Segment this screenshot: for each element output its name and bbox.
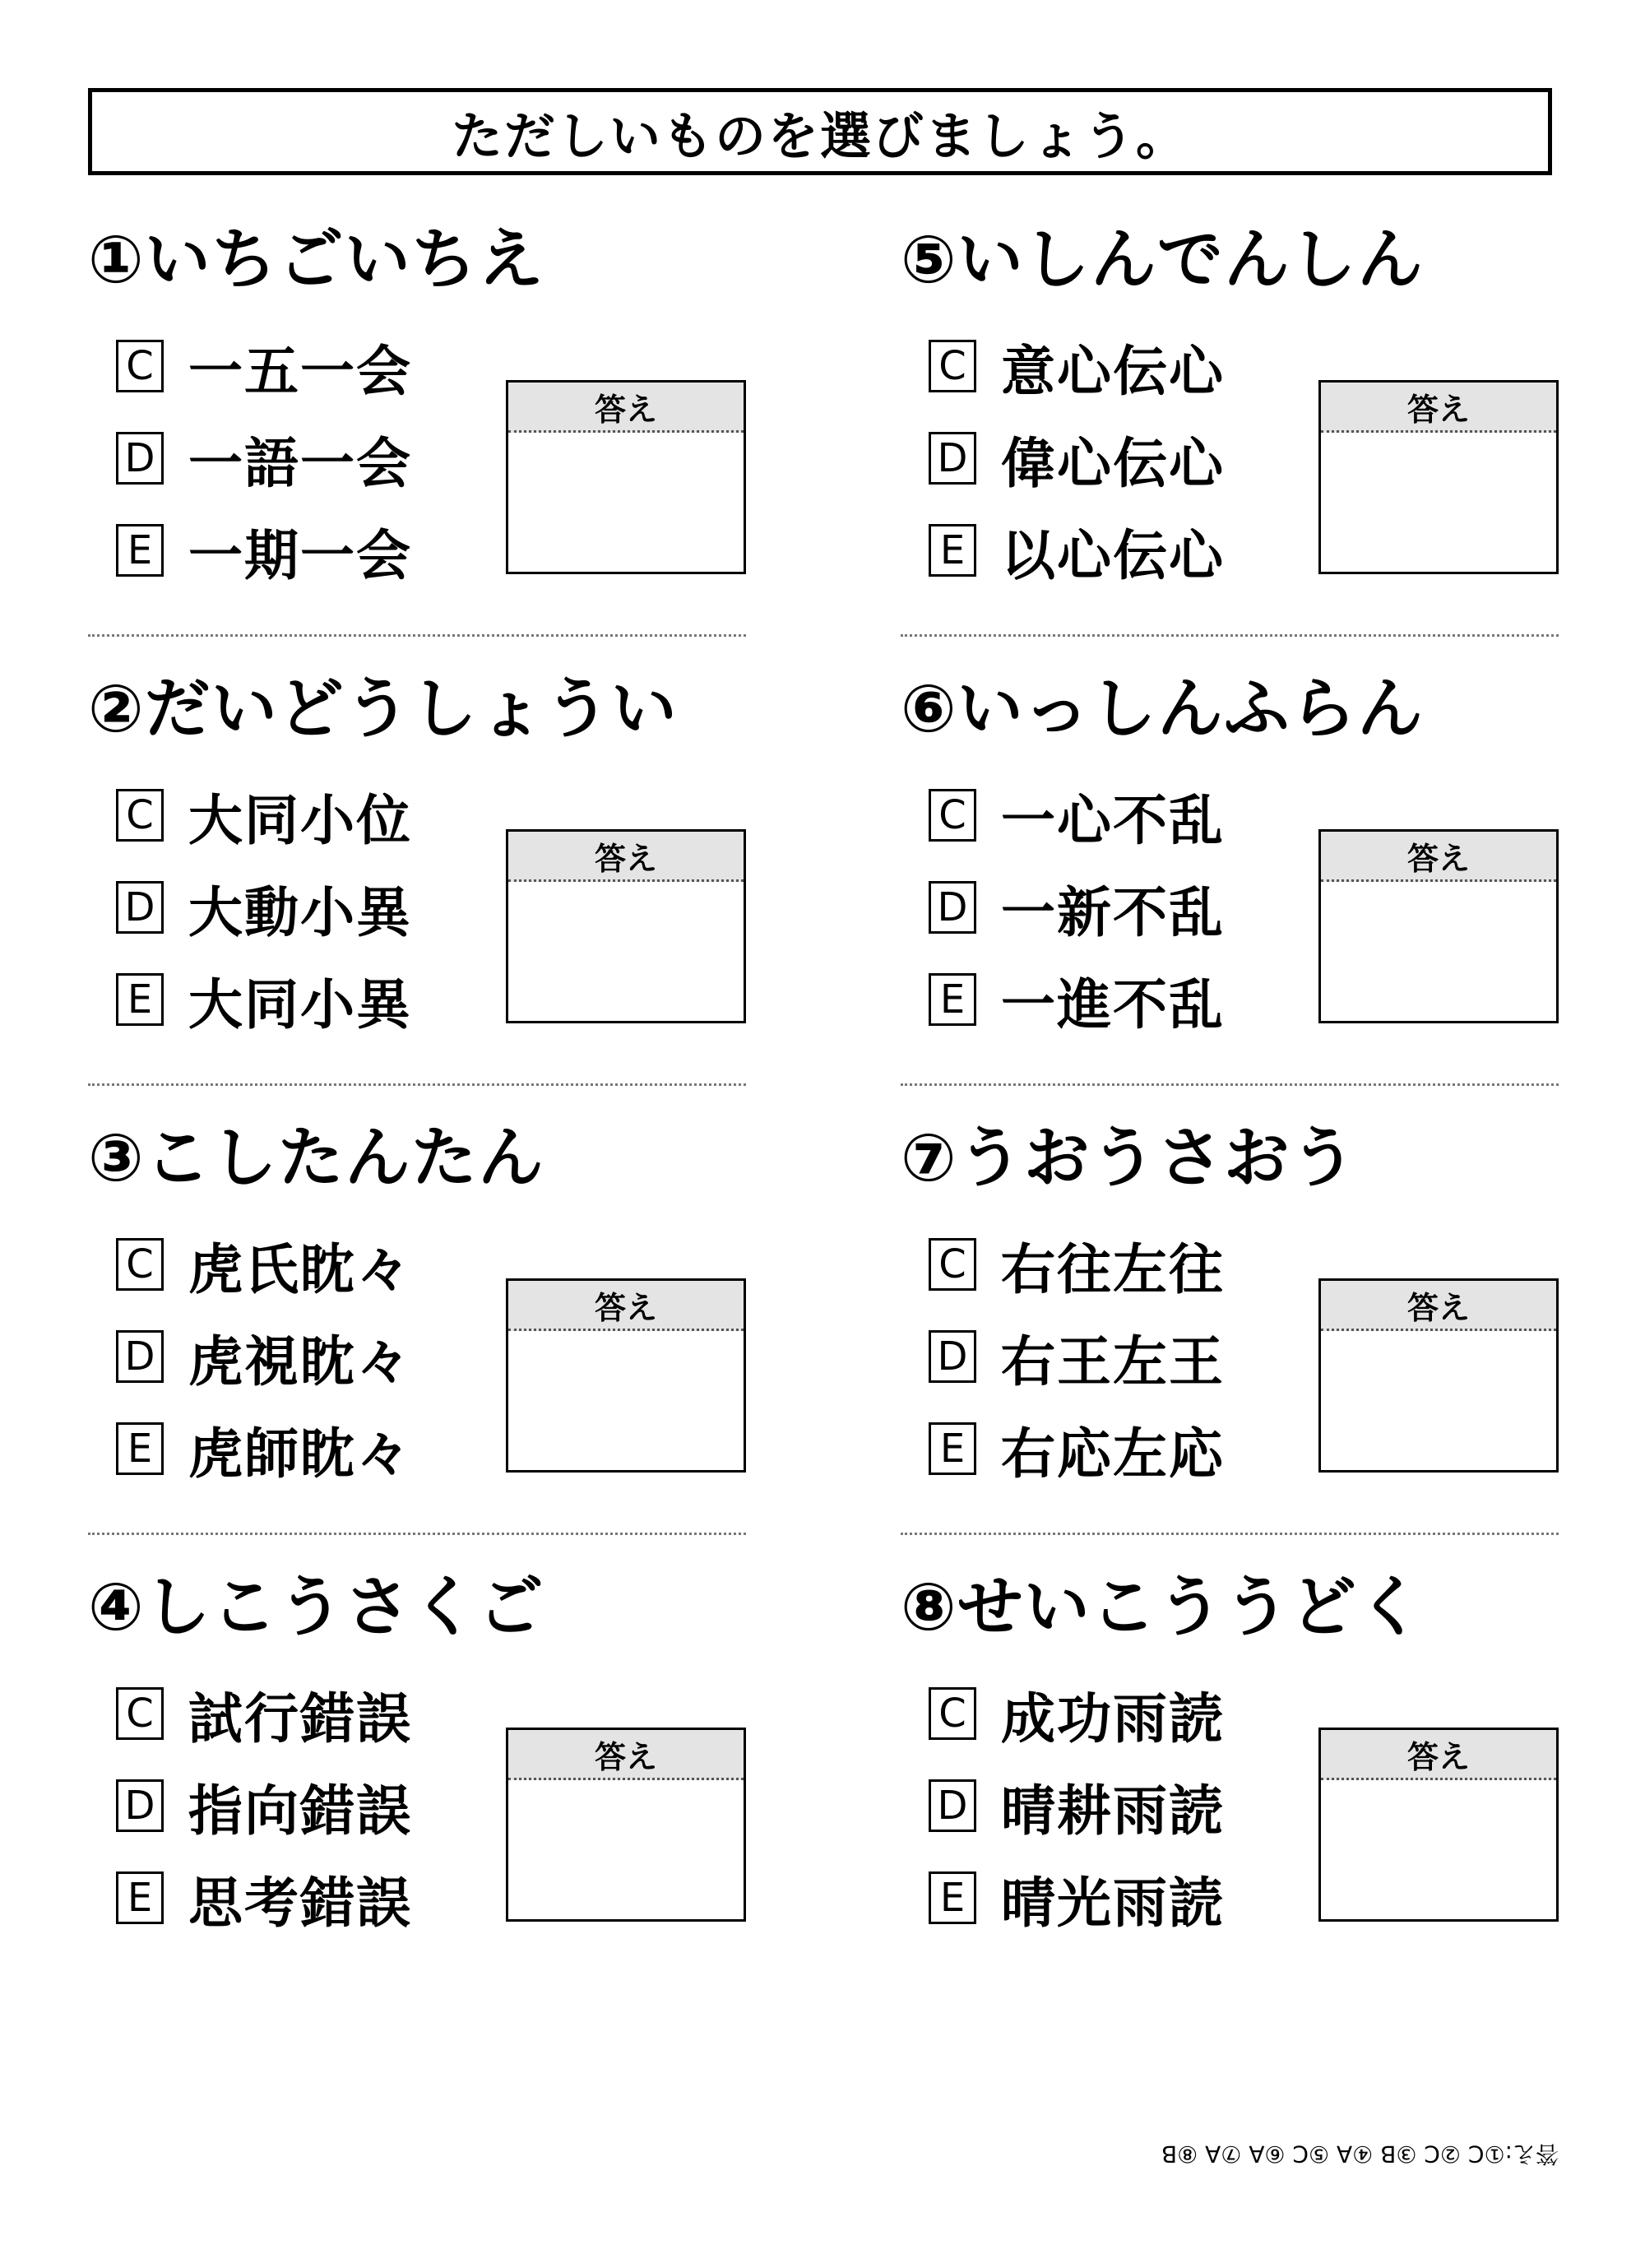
answer-box[interactable] <box>1318 1728 1559 1922</box>
option-c[interactable] <box>116 325 412 407</box>
option-letter: C <box>116 789 164 842</box>
option-d[interactable] <box>116 1765 412 1847</box>
option-letter: C <box>116 340 164 392</box>
option-letter: E <box>116 1422 164 1475</box>
option-letter: D <box>929 432 976 485</box>
question-heading: ⑦うおうさおう <box>901 1120 1357 1196</box>
option-letter: E <box>929 1871 976 1924</box>
answer-box[interactable] <box>1318 380 1559 574</box>
option-d[interactable] <box>929 1765 1225 1847</box>
option-letter: C <box>116 1687 164 1740</box>
option-e[interactable] <box>929 1857 1225 1939</box>
option-e[interactable] <box>929 509 1225 591</box>
answer-box[interactable] <box>506 1728 746 1922</box>
answer-box[interactable] <box>506 1278 746 1473</box>
option-text: 晴光雨読 <box>1001 1871 1225 1935</box>
answer-label: 答え <box>508 832 744 882</box>
option-e[interactable] <box>116 958 412 1041</box>
divider <box>88 1083 746 1086</box>
option-d[interactable] <box>929 866 1225 948</box>
option-e[interactable] <box>929 1408 1225 1490</box>
option-e[interactable] <box>116 1408 412 1490</box>
option-text: 一新不乱 <box>1001 880 1225 944</box>
question-8 <box>901 1566 1559 2011</box>
question-heading: ⑥いっしんふらん <box>901 670 1424 747</box>
option-letter: D <box>116 881 164 934</box>
option-c[interactable] <box>929 1223 1225 1306</box>
answer-box[interactable] <box>506 829 746 1023</box>
option-letter: E <box>116 973 164 1026</box>
option-text: 一語一会 <box>188 431 412 495</box>
option-d[interactable] <box>116 1315 412 1398</box>
option-text: 成功雨読 <box>1001 1686 1225 1751</box>
question-heading: ③こしたんたん <box>88 1120 544 1196</box>
option-text: 大動小異 <box>188 880 412 944</box>
option-text: 右往左往 <box>1001 1237 1225 1301</box>
answer-label: 答え <box>1321 832 1556 882</box>
option-text: 一進不乱 <box>1001 972 1225 1037</box>
divider <box>901 1533 1559 1535</box>
option-letter: D <box>929 881 976 934</box>
option-text: 思考錯誤 <box>188 1871 412 1935</box>
option-text: 偉心伝心 <box>1001 431 1225 495</box>
divider <box>88 1533 746 1535</box>
divider <box>88 634 746 637</box>
option-text: 試行錯誤 <box>188 1686 412 1751</box>
question-6 <box>901 668 1559 1112</box>
question-4 <box>88 1566 746 2011</box>
option-d[interactable] <box>116 866 412 948</box>
answer-box[interactable] <box>506 380 746 574</box>
option-letter: C <box>929 1687 976 1740</box>
option-c[interactable] <box>116 1223 412 1306</box>
answer-label: 答え <box>1321 1281 1556 1331</box>
divider <box>901 1083 1559 1086</box>
option-text: 大同小異 <box>188 972 412 1037</box>
option-text: 虎氏眈々 <box>188 1237 412 1301</box>
option-text: 右王左王 <box>1001 1329 1225 1394</box>
option-c[interactable] <box>929 1672 1225 1755</box>
option-text: 晴耕雨読 <box>1001 1779 1225 1843</box>
answer-label: 答え <box>508 1281 744 1331</box>
option-d[interactable] <box>929 417 1225 499</box>
option-d[interactable] <box>116 417 412 499</box>
answer-label: 答え <box>508 383 744 433</box>
option-letter: D <box>929 1330 976 1383</box>
option-letter: E <box>929 973 976 1026</box>
question-3 <box>88 1117 746 1561</box>
option-letter: C <box>929 789 976 842</box>
option-letter: E <box>929 1422 976 1475</box>
option-text: 指向錯誤 <box>188 1779 412 1843</box>
option-letter: D <box>116 1779 164 1832</box>
option-letter: E <box>929 524 976 577</box>
option-letter: C <box>929 1238 976 1291</box>
question-heading: ④しこうさくご <box>88 1569 544 1645</box>
worksheet-title: ただしいものを選びましょう。 <box>88 88 1552 175</box>
option-letter: C <box>929 340 976 392</box>
option-d[interactable] <box>929 1315 1225 1398</box>
answer-label: 答え <box>508 1730 744 1780</box>
option-text: 一心不乱 <box>1001 788 1225 852</box>
option-text: 以心伝心 <box>1001 523 1225 587</box>
answer-label: 答え <box>1321 1730 1556 1780</box>
option-text: 一五一会 <box>188 339 412 403</box>
option-c[interactable] <box>116 774 412 856</box>
option-text: 意心伝心 <box>1001 339 1225 403</box>
question-heading: ①いちごいちえ <box>88 221 544 298</box>
question-2 <box>88 668 746 1112</box>
option-text: 右応左応 <box>1001 1422 1225 1486</box>
option-e[interactable] <box>116 1857 412 1939</box>
option-letter: E <box>116 1871 164 1924</box>
option-e[interactable] <box>116 509 412 591</box>
option-text: 一期一会 <box>188 523 412 587</box>
option-c[interactable] <box>116 1672 412 1755</box>
question-heading: ⑤いしんでんしん <box>901 221 1424 298</box>
question-heading: ②だいどうしょうい <box>88 670 678 747</box>
answer-key: 答え:①C ②C ③B ④A ⑤C ⑥A ⑦A ⑧B <box>1161 2140 1559 2168</box>
answer-label: 答え <box>1321 383 1556 433</box>
option-text: 虎師眈々 <box>188 1422 412 1486</box>
option-e[interactable] <box>929 958 1225 1041</box>
question-1 <box>88 219 746 663</box>
option-c[interactable] <box>929 774 1225 856</box>
option-letter: E <box>116 524 164 577</box>
question-5 <box>901 219 1559 663</box>
option-text: 虎視眈々 <box>188 1329 412 1394</box>
option-text: 大同小位 <box>188 788 412 852</box>
question-heading: ⑧せいこううどく <box>901 1569 1424 1645</box>
option-letter: D <box>116 432 164 485</box>
option-c[interactable] <box>929 325 1225 407</box>
answer-box[interactable] <box>1318 1278 1559 1473</box>
option-letter: C <box>116 1238 164 1291</box>
divider <box>901 634 1559 637</box>
question-7 <box>901 1117 1559 1561</box>
option-letter: D <box>116 1330 164 1383</box>
answer-box[interactable] <box>1318 829 1559 1023</box>
option-letter: D <box>929 1779 976 1832</box>
